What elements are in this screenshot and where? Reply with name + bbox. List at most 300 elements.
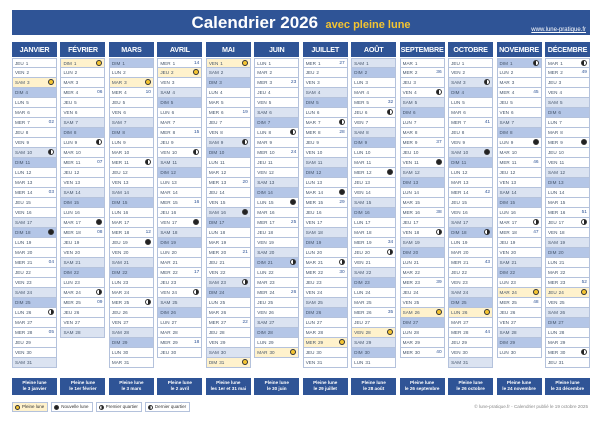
day-number: 5 [221, 100, 224, 105]
day-number: 27 [27, 320, 33, 325]
day-number: 26 [26, 310, 32, 315]
day-label: DIM [257, 190, 266, 195]
day-cell [157, 208, 202, 218]
day-number: 12 [414, 170, 420, 175]
day-label: DIM [305, 100, 315, 105]
day-label: LUN [257, 200, 267, 205]
day-label: MAR [547, 130, 559, 135]
month-header: OCTOBRE [448, 42, 493, 57]
day-label: MER [15, 330, 26, 335]
day-cell [206, 128, 251, 138]
day-label: JEU [63, 310, 73, 315]
day-number: 28 [27, 330, 33, 335]
day-number: 22 [414, 270, 420, 275]
lq-moon-icon [148, 405, 153, 410]
day-cell [60, 248, 105, 258]
day-cell [545, 298, 590, 308]
day-label: DIM [257, 120, 266, 125]
day-label: VEN [111, 250, 122, 255]
legend-item [51, 402, 92, 412]
day-cell [109, 178, 154, 188]
footer-line2: le 26 octobre [456, 386, 485, 391]
footer-line2: le 3 janvier [22, 386, 47, 391]
day-label: MAR [63, 150, 74, 155]
day-label: VEN [402, 90, 413, 95]
day-label: LUN [15, 100, 25, 105]
day-label: SAM [305, 230, 316, 235]
day-label: LUN [111, 280, 122, 285]
month-column [545, 42, 590, 368]
day-number: 11 [366, 160, 372, 165]
day-number: 22 [25, 270, 31, 275]
day-label: VEN [547, 160, 558, 165]
day-label: DIM [208, 360, 218, 365]
week-number: 14 [194, 61, 200, 66]
day-cell [206, 58, 251, 68]
day-label: SAM [499, 260, 510, 265]
last-quarter-icon [290, 129, 296, 135]
day-cell [157, 228, 202, 238]
day-cell [254, 98, 299, 108]
day-number: 20 [558, 250, 564, 255]
day-label: DIM [111, 130, 121, 135]
day-cell [448, 138, 493, 148]
day-cell [12, 348, 57, 358]
day-cell [206, 208, 251, 218]
day-cell [60, 118, 105, 128]
day-label: JEU [305, 140, 315, 145]
week-number: 27 [339, 61, 345, 66]
week-number: 38 [436, 210, 442, 215]
day-number: 11 [220, 160, 225, 165]
day-cell [400, 78, 445, 88]
day-label: JEU [257, 160, 266, 165]
day-number: 22 [220, 270, 226, 275]
day-label: DIM [63, 200, 72, 205]
day-cell [60, 148, 105, 158]
day-number: 28 [413, 330, 419, 335]
new-moon-icon [581, 139, 587, 145]
day-number: 14 [317, 190, 324, 195]
day-number: 7 [511, 120, 515, 125]
day-label: JEU [451, 200, 460, 205]
day-label: DIM [402, 320, 412, 325]
last-quarter-icon [581, 349, 587, 355]
day-cell [303, 78, 348, 88]
day-label: SAM [257, 320, 268, 325]
footer-line1: Pleine lune [22, 380, 47, 385]
day-label: MAR [63, 290, 74, 295]
day-cell [448, 338, 493, 348]
day-cell [303, 198, 348, 208]
day-label: JEU [499, 100, 509, 105]
day-label: LUN [111, 210, 122, 215]
day-label: MAR [15, 320, 26, 325]
day-label: MAR [305, 330, 316, 335]
day-number: 25 [511, 300, 517, 305]
day-label: SAM [160, 300, 171, 305]
day-label: LUN [354, 220, 364, 225]
day-label: MER [63, 160, 74, 165]
day-number: 7 [123, 120, 127, 125]
day-number: 23 [364, 280, 370, 285]
footer-line1: Pleine lune [313, 380, 338, 385]
day-label: MER [208, 250, 220, 255]
last-quarter-icon [96, 139, 102, 145]
day-label: MER [111, 160, 123, 165]
full-moon-footer [12, 378, 57, 395]
day-label: VEN [63, 320, 73, 325]
day-label: SAM [111, 330, 122, 335]
footer-line1: Pleine lune [458, 380, 483, 385]
day-label: LUN [63, 70, 73, 75]
day-number: 5 [462, 100, 465, 105]
day-cell [303, 268, 348, 278]
day-cell [400, 288, 445, 298]
day-cell [497, 318, 542, 328]
day-label: VEN [354, 260, 364, 265]
first-quarter-icon [48, 309, 54, 315]
day-label: LUN [354, 150, 364, 155]
day-cell [60, 308, 105, 318]
day-label: DIM [354, 350, 363, 355]
day-number: 21 [267, 260, 273, 265]
day-cell [448, 118, 493, 128]
day-number: 8 [461, 130, 465, 135]
day-number: 14 [413, 190, 419, 195]
month-column [448, 42, 493, 368]
day-number: 1 [461, 61, 465, 66]
day-label: LUN [402, 190, 412, 195]
week-number: 41 [484, 120, 491, 125]
day-label: JEU [305, 350, 315, 355]
day-number: 17 [75, 220, 81, 225]
day-number: 26 [462, 310, 468, 315]
day-cell [448, 258, 493, 268]
day-label: MAR [402, 270, 413, 275]
day-number: 21 [365, 260, 371, 265]
day-number: 18 [461, 230, 467, 235]
day-cell [12, 178, 57, 188]
day-label: JEU [451, 130, 460, 135]
day-label: LUN [499, 210, 509, 215]
day-number: 29 [220, 340, 226, 345]
day-number: 29 [25, 340, 31, 345]
day-number: 5 [414, 100, 418, 105]
day-number: 1 [509, 61, 513, 66]
week-number: 23 [290, 80, 297, 85]
day-cell [60, 228, 105, 238]
new-moon-icon [96, 219, 102, 225]
day-label: SAM [354, 270, 365, 275]
website-link[interactable]: www.lune-pratique.fr [531, 27, 586, 33]
day-cell [60, 138, 105, 148]
day-cell [60, 298, 105, 308]
day-cell [351, 58, 396, 68]
day-cell [400, 328, 445, 338]
day-number: 14 [75, 190, 81, 195]
day-label: VEN [547, 300, 558, 305]
legend-item [145, 402, 190, 412]
day-cell [400, 68, 445, 78]
day-cell [157, 108, 202, 118]
day-number: 16 [510, 210, 516, 215]
day-label: LUN [208, 230, 219, 235]
full-moon-footer [303, 378, 348, 395]
day-cell [303, 358, 348, 368]
day-number: 3 [124, 80, 127, 85]
day-cell [400, 118, 445, 128]
day-label: DIM [547, 110, 557, 115]
day-number: 2 [269, 70, 273, 75]
day-number: 23 [123, 280, 129, 285]
day-label: LUN [354, 80, 364, 85]
day-label: VEN [499, 110, 509, 115]
day-number: 3 [317, 80, 320, 85]
day-number: 26 [366, 310, 372, 315]
day-label: LUN [257, 340, 267, 345]
day-number: 13 [74, 180, 81, 185]
day-cell [12, 288, 57, 298]
day-label: MER [208, 320, 220, 325]
week-number: 26 [290, 290, 297, 295]
day-number: 24 [75, 290, 81, 295]
day-label: LUN [15, 240, 25, 245]
day-label: JEU [499, 240, 509, 245]
month-header: NOVEMBRE [497, 42, 542, 57]
day-cell [303, 138, 348, 148]
new-moon-icon [387, 169, 393, 175]
day-number: 9 [510, 140, 514, 145]
day-label: MAR [15, 180, 26, 185]
day-label: MAR [451, 320, 462, 325]
day-number: 3 [413, 80, 416, 85]
footer-line1: Pleine lune [119, 380, 144, 385]
day-number: 28 [317, 330, 324, 335]
day-number: 9 [220, 140, 224, 145]
day-number: 17 [171, 220, 177, 225]
day-number: 18 [559, 230, 565, 235]
first-quarter-icon [533, 219, 539, 225]
last-quarter-icon [533, 60, 539, 66]
month-column [206, 42, 251, 368]
day-cell [351, 308, 396, 318]
day-number: 22 [366, 270, 372, 275]
day-cell [109, 278, 154, 288]
day-cell [351, 258, 396, 268]
day-label: MAR [402, 130, 413, 135]
day-cell [545, 268, 590, 278]
page-subtitle: avec pleine lune [325, 19, 411, 31]
day-cell [60, 258, 105, 268]
day-cell [400, 338, 445, 348]
week-number: 37 [436, 140, 442, 145]
day-cell [448, 198, 493, 208]
day-cell [351, 298, 396, 308]
day-label: MAR [15, 110, 26, 115]
day-label: MER [160, 270, 171, 275]
day-label: SAM [63, 330, 74, 335]
day-number: 1 [122, 61, 125, 66]
day-cell [157, 238, 202, 248]
day-number: 25 [559, 300, 565, 305]
day-label: MER [63, 230, 74, 235]
day-number: 6 [74, 110, 78, 115]
day-cell [303, 328, 348, 338]
day-label: MER [402, 350, 413, 355]
day-label: JEU [305, 210, 315, 215]
day-number: 17 [124, 220, 130, 225]
day-cell [12, 298, 57, 308]
last-quarter-icon [193, 149, 199, 155]
day-cell [12, 188, 57, 198]
day-number: 12 [170, 170, 176, 175]
day-number: 11 [559, 160, 565, 165]
day-label: DIM [208, 220, 218, 225]
day-label: SAM [547, 170, 558, 175]
day-cell [254, 308, 299, 318]
day-label: MER [208, 180, 220, 185]
day-number: 29 [317, 340, 324, 345]
day-number: 6 [123, 110, 126, 115]
day-number: 26 [221, 310, 227, 315]
month-column [254, 42, 299, 368]
day-cell [448, 268, 493, 278]
day-number: 21 [27, 260, 33, 265]
day-label: DIM [499, 130, 508, 135]
day-number: 20 [27, 250, 33, 255]
day-number: 29 [414, 340, 420, 345]
day-label: VEN [451, 140, 461, 145]
day-cell [303, 128, 348, 138]
day-number: 10 [317, 150, 323, 155]
day-cell [206, 148, 251, 158]
day-number: 3 [269, 80, 273, 85]
week-number: 18 [194, 340, 200, 345]
day-label: DIM [547, 320, 557, 325]
day-number: 30 [269, 350, 275, 355]
day-cell [109, 208, 154, 218]
day-cell [109, 158, 154, 168]
day-number: 16 [364, 210, 370, 215]
day-number: 1 [366, 61, 369, 66]
fq-moon-icon [99, 405, 104, 410]
day-label: VEN [402, 160, 413, 165]
day-cell [12, 138, 57, 148]
day-label: DIM [15, 160, 24, 165]
day-cell [303, 108, 348, 118]
day-cell [12, 118, 57, 128]
day-number: 15 [122, 200, 128, 205]
day-label: DIM [257, 330, 266, 335]
day-label: SAM [208, 350, 219, 355]
week-number: 36 [436, 70, 442, 75]
day-cell [448, 178, 493, 188]
day-number: 21 [511, 260, 517, 265]
day-cell [303, 338, 348, 348]
day-cell [351, 278, 396, 288]
day-label: VEN [402, 230, 413, 235]
day-cell [12, 358, 57, 368]
day-cell [60, 88, 105, 98]
day-cell [497, 338, 542, 348]
day-label: JEU [63, 240, 73, 245]
day-cell [545, 228, 590, 238]
day-cell [303, 218, 348, 228]
day-cell [545, 308, 590, 318]
day-number: 24 [365, 290, 371, 295]
day-label: LUN [499, 350, 509, 355]
day-label: MER [15, 260, 26, 265]
day-cell [545, 348, 590, 358]
day-cell [254, 248, 299, 258]
day-label: VEN [451, 70, 461, 75]
week-number: 39 [436, 280, 442, 285]
day-cell [157, 138, 202, 148]
day-number: 10 [26, 150, 33, 155]
day-label: SAM [15, 150, 25, 155]
day-number: 21 [317, 260, 324, 265]
day-number: 18 [366, 230, 372, 235]
day-label: MER [63, 300, 74, 305]
day-number: 20 [510, 250, 517, 255]
day-number: 19 [316, 240, 322, 245]
day-label: VEN [451, 280, 461, 285]
day-label: SAM [402, 170, 413, 175]
week-number: 44 [484, 330, 491, 335]
day-number: 9 [123, 140, 126, 145]
day-number: 24 [269, 290, 275, 295]
day-label: DIM [451, 300, 460, 305]
day-cell [157, 248, 202, 258]
day-label: LUN [547, 260, 558, 265]
week-number: 08 [97, 230, 103, 235]
day-number: 27 [510, 320, 517, 325]
day-number: 7 [413, 120, 417, 125]
day-label: VEN [15, 140, 25, 145]
day-number: 2 [123, 70, 126, 75]
day-label: JEU [208, 190, 218, 195]
day-cell [206, 88, 251, 98]
day-cell [448, 108, 493, 118]
day-number: 9 [171, 140, 174, 145]
day-cell [157, 128, 202, 138]
day-cell [12, 328, 57, 338]
month-column [12, 42, 57, 368]
day-cell [157, 298, 202, 308]
week-number: 02 [48, 120, 54, 125]
week-number: 43 [484, 260, 491, 265]
day-label: MER [499, 300, 510, 305]
last-quarter-icon [581, 60, 587, 66]
day-cell [254, 218, 299, 228]
day-number: 31 [463, 360, 469, 365]
day-label: JEU [451, 270, 460, 275]
day-number: 15 [509, 200, 516, 205]
month-header: JANVIER [12, 42, 57, 57]
day-label: SAM [402, 100, 413, 105]
month-column [60, 42, 105, 368]
day-cell [206, 328, 251, 338]
day-number: 11 [267, 160, 273, 165]
day-number: 19 [366, 240, 372, 245]
day-number: 24 [171, 290, 177, 295]
day-cell [351, 158, 396, 168]
full-moon-icon [242, 359, 248, 365]
day-number: 26 [268, 310, 274, 315]
day-number: 23 [269, 280, 275, 285]
day-cell [351, 98, 396, 108]
